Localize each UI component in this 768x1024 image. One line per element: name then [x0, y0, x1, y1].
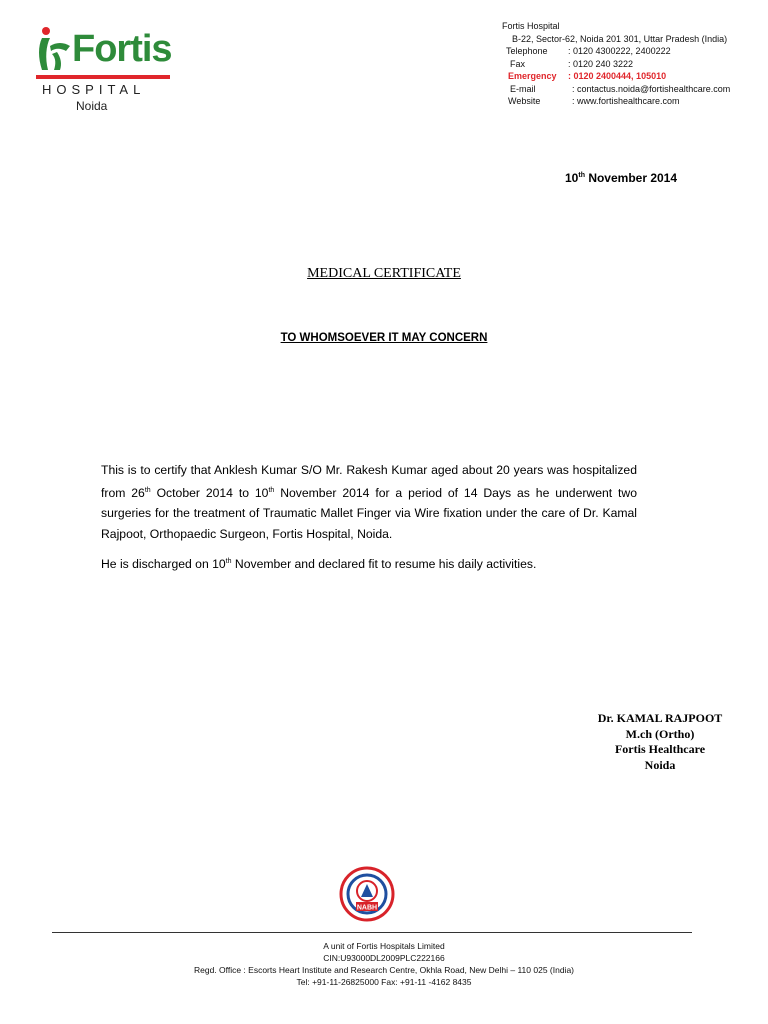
- website-row: [502, 95, 762, 108]
- telephone-label: Telephone: [506, 46, 548, 56]
- certificate-title: MEDICAL CERTIFICATE: [307, 266, 461, 281]
- contact-block: [502, 20, 762, 108]
- logo-city: Noida: [76, 99, 108, 113]
- email-row: [502, 83, 762, 96]
- emergency-label: Emergency: [508, 71, 557, 81]
- footer-office: Regd. Office : Escorts Heart Institute and Research Centre, Okhla Road, New Delhi – 110 025 (India): [193, 965, 574, 975]
- fax-row: [502, 58, 762, 71]
- signature-block: [560, 711, 760, 773]
- nabh-seal: [339, 866, 395, 922]
- fax-value: : 0120 240 3222: [568, 58, 634, 69]
- fortis-emblem-icon: [36, 24, 74, 74]
- logo-brand: Fortis: [72, 28, 172, 70]
- discharge-paragraph: [101, 552, 637, 575]
- website-value[interactable]: : www.fortishealthcare.com: [572, 96, 680, 106]
- emergency-row: [502, 70, 762, 83]
- certificate-paragraph: [101, 460, 637, 544]
- concern-heading: TO WHOMSOEVER IT MAY CONCERN: [280, 332, 488, 344]
- footer-unit: A unit of Fortis Hospitals Limited: [323, 941, 445, 951]
- nabh-label: NABH: [356, 904, 378, 912]
- footer-divider: [52, 932, 692, 933]
- footer-cin: CIN:U93000DL2009PLC222166: [323, 953, 445, 963]
- footer-phone: Tel: +91-11-26825000 Fax: +91-11 -4162 8435: [296, 977, 472, 987]
- para2-sup1: th: [225, 558, 232, 565]
- date-rest: November 2014: [588, 171, 678, 185]
- email-value[interactable]: : contactus.noida@fortishealthcare.com: [572, 83, 731, 94]
- nabh-seal-icon: [339, 866, 395, 922]
- para1-sup1: th: [144, 486, 151, 494]
- fortis-logo: [36, 24, 176, 116]
- para1-sup2: th: [268, 486, 275, 494]
- hospital-name: Fortis Hospital: [502, 21, 560, 31]
- doctor-degree: M.ch (Ortho): [625, 726, 695, 741]
- doctor-org: Fortis Healthcare: [614, 742, 706, 756]
- telephone-row: [502, 45, 762, 58]
- logo-tagline: HOSPITAL: [42, 82, 146, 97]
- para2-part1: He is discharged on 10: [101, 557, 226, 572]
- date-suffix: th: [578, 172, 585, 179]
- emergency-value: : 0120 2400444, 105010: [568, 71, 667, 81]
- website-label: Website: [508, 96, 541, 106]
- para1-part1: This is to certify that Anklesh Kumar S/O Mr. Rakesh Kumar aged about 20 years was hospitalized from 26: [101, 463, 637, 500]
- email-label: E-mail: [510, 83, 536, 94]
- hospital-address: B-22, Sector-62, Noida 201 301, Uttar Pradesh (India): [512, 33, 728, 44]
- doctor-name: Dr. KAMAL RAJPOOT: [597, 711, 723, 725]
- para1-part3: November 2014 for a period of 14 Days as he underwent two surgeries for the treatment of Traumatic Mallet Finger via Wire fixation under the care of Dr. Kamal Rajpoot, Orthopaedic Surgeon, Fortis Hospital, Noida.: [101, 485, 638, 541]
- logo-rule: [36, 75, 170, 79]
- fax-label: Fax: [510, 58, 526, 69]
- date-day: 10: [565, 171, 579, 185]
- doctor-city: Noida: [644, 757, 676, 772]
- para1-part2: October 2014 to 10: [156, 485, 269, 500]
- para2-part2: November and declared fit to resume his daily activities.: [234, 557, 537, 572]
- telephone-value: : 0120 4300222, 2400222: [568, 46, 671, 56]
- footer: [0, 940, 768, 988]
- letter-date: [565, 171, 677, 185]
